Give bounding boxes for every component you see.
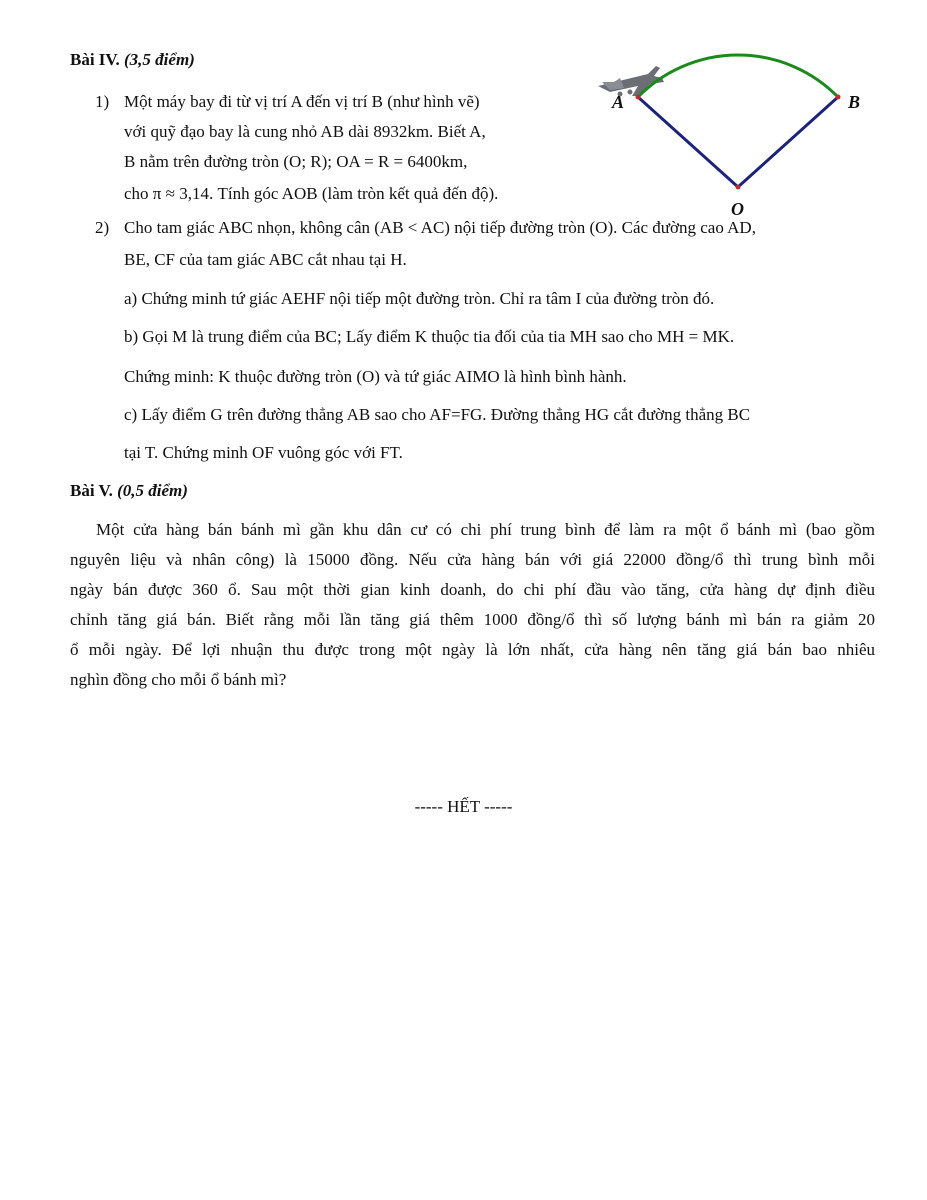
radius-oa [638, 97, 738, 187]
question-2b-line: b) Gọi M là trung điểm của BC; Lấy điểm K thuộc tia đối của tia MH sao cho MH = MK. [124, 327, 735, 346]
section-heading-bai-iv [70, 50, 195, 70]
question-2-line: Cho tam giác ABC nhọn, không cân (AB < AC) nội tiếp đường tròn (O). Các đường cao AD, [124, 218, 756, 237]
paragraph-line: ngày bán được 360 ổ. Sau một thời gian kinh doanh, do chi phí đầu vào tăng, cửa hàng dự định điều [70, 580, 875, 599]
paragraph-line: nghìn đồng cho mỗi ổ bánh mì? [70, 670, 287, 689]
question-2c-line: c) Lấy điểm G trên đường thẳng AB sao cho AF=FG. Đường thẳng HG cắt đường thẳng BC [124, 405, 751, 424]
paragraph-line: chỉnh tăng giá bán. Biết rằng mỗi lần tăng giá thêm 1000 đồng/ổ thì số lượng bánh mì bán ra giảm 20 [70, 610, 875, 629]
paragraph-line: ổ mỗi ngày. Để lợi nhuận thu được trong một ngày là lớn nhất, cửa hàng nên tăng giá bán bao nhiêu [70, 640, 875, 659]
paragraph-line: Một cửa hàng bán bánh mì gần khu dân cư có chi phí trung bình để làm ra một ổ bánh mì (bao gồm [96, 520, 875, 539]
section-title: Bài V. [70, 481, 113, 500]
point-o [736, 185, 741, 190]
section-points: (3,5 điểm) [124, 50, 195, 69]
section-title: Bài IV. [70, 50, 120, 69]
section-heading-bai-v [70, 481, 188, 501]
label-o: O [731, 199, 744, 219]
question-2b-line: Chứng minh: K thuộc đường tròn (O) và tứ giác AIMO là hình bình hành. [124, 367, 627, 386]
paragraph-line: nguyên liệu và nhân công) là 15000 đồng. Nếu cửa hàng bán với giá 22000 đồng/ổ thì trung bình mỗi [70, 550, 875, 569]
point-a [636, 95, 641, 100]
question-1-line: cho π ≈ 3,14. Tính góc AOB (làm tròn kết quả đến độ). [124, 184, 499, 203]
question-2-line: BE, CF của tam giác ABC cắt nhau tại H. [124, 250, 407, 269]
question-1-line: với quỹ đạo bay là cung nhỏ AB dài 8932km. Biết A, [124, 122, 486, 141]
question-number: 2) [95, 218, 110, 237]
question-1-line: B nằm trên đường tròn (O; R); OA = R = 6400km, [124, 152, 468, 171]
problem-paragraph [70, 515, 875, 695]
section-points: (0,5 điểm) [117, 481, 188, 500]
question-2c-line: tại T. Chứng minh OF vuông góc với FT. [124, 443, 403, 462]
label-a: A [612, 92, 625, 112]
arc-ab [638, 55, 838, 97]
point-b [836, 95, 841, 100]
question-2a-line: a) Chứng minh tứ giác AEHF nội tiếp một đường tròn. Chỉ ra tâm I của đường tròn đó. [124, 289, 715, 308]
question-number: 1) [95, 92, 110, 111]
question-1-line: Một máy bay đi từ vị trí A đến vị trí B (như hình vẽ) [124, 92, 480, 111]
end-marker: ----- HẾT ----- [414, 797, 513, 816]
label-b: B [848, 92, 861, 112]
radius-ob [738, 97, 838, 187]
arc-figure [590, 52, 880, 222]
